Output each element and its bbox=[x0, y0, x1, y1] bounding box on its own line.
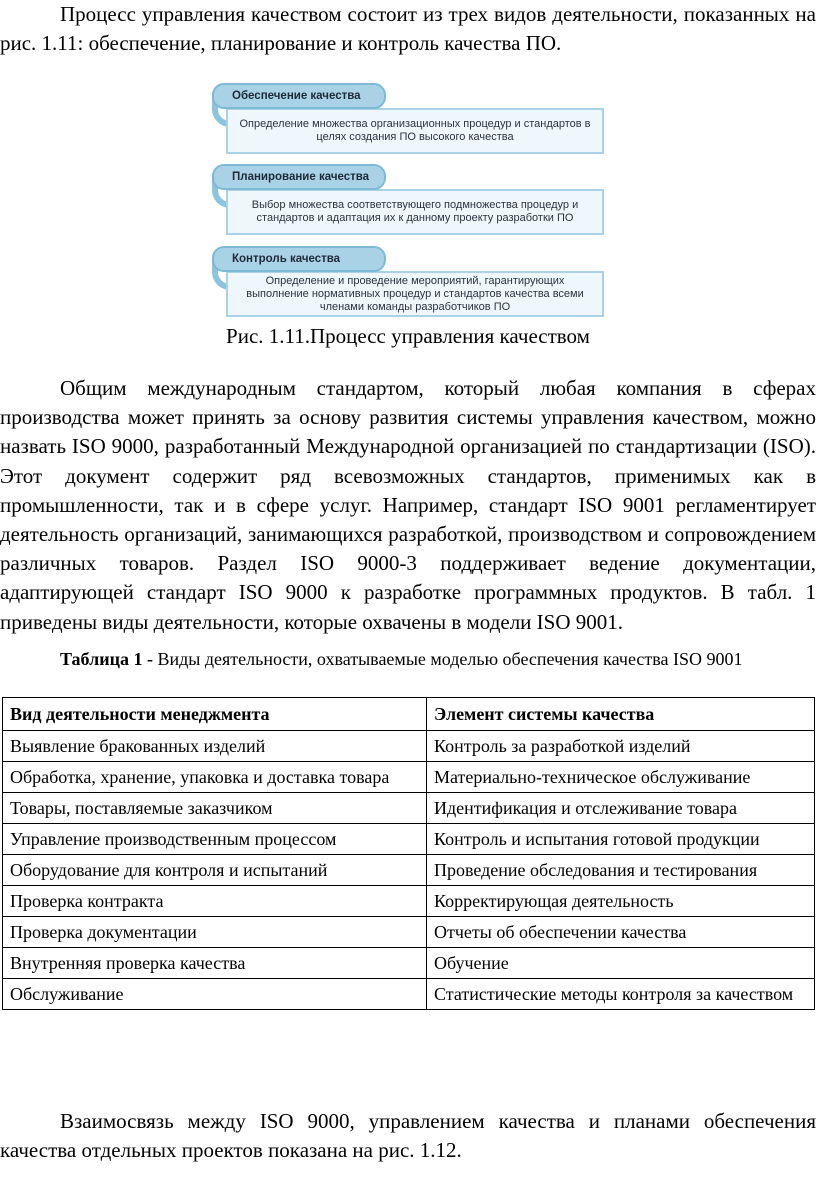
table-row bbox=[3, 917, 815, 948]
cell-activity: Обработка, хранение, упаковка и доставка товара bbox=[3, 762, 427, 793]
table-row bbox=[3, 824, 815, 855]
table-title-text: Виды деятельности, охватываемые моделью обеспечения качества ISO 9001 bbox=[152, 649, 743, 669]
intro-paragraph: Процесс управления качеством состоит из трех видов деятельности, показанных на рис. 1.11: обеспечение, планирование и контроль качества ПО. bbox=[0, 2, 816, 56]
header-management-activity: Вид деятельности менеджмента bbox=[3, 698, 427, 731]
stage-description: Определение и проведение мероприятий, гарантирующих выполнение нормативных процедур и стандартов качества всеми членами команды разработчиков ПО bbox=[226, 271, 604, 317]
cell-element: Контроль за разработкой изделий bbox=[427, 731, 815, 762]
cell-activity: Товары, поставляемые заказчиком bbox=[3, 793, 427, 824]
cell-activity: Внутренняя проверка качества bbox=[3, 948, 427, 979]
table-row bbox=[3, 793, 815, 824]
table-row bbox=[3, 948, 815, 979]
table-row bbox=[3, 762, 815, 793]
stage-description: Определение множества организационных процедур и стандартов в целях создания ПО высокого качества bbox=[226, 108, 604, 154]
cell-element: Корректирующая деятельность bbox=[427, 886, 815, 917]
header-quality-element: Элемент системы качества bbox=[427, 698, 815, 731]
stage-title: Обеспечение качества bbox=[212, 83, 386, 109]
stage-description: Выбор множества соответствующего подмножества процедур и стандартов и адаптация их к данному проекту разработки ПО bbox=[226, 189, 604, 235]
table-title-label: Таблица 1 - bbox=[60, 649, 153, 669]
table-row bbox=[3, 731, 815, 762]
cell-activity: Оборудование для контроля и испытаний bbox=[3, 855, 427, 886]
figure-caption: Рис. 1.11.Процесс управления качеством bbox=[226, 324, 590, 348]
table-header-row bbox=[3, 698, 815, 731]
table-row bbox=[3, 855, 815, 886]
cell-element: Статистические методы контроля за качеством bbox=[427, 979, 815, 1010]
table-title bbox=[0, 648, 816, 670]
table-row bbox=[3, 886, 815, 917]
quality-process-figure bbox=[212, 83, 606, 323]
cell-element: Проведение обследования и тестирования bbox=[427, 855, 815, 886]
closing-paragraph: Взаимосвязь между ISO 9000, управлением качества и планами обеспечения качества отдельных проектов показана на рис. 1.12. bbox=[0, 1109, 816, 1163]
stage-title: Планирование качества bbox=[212, 164, 386, 190]
cell-element: Отчеты об обеспечении качества bbox=[427, 917, 815, 948]
cell-activity: Проверка документации bbox=[3, 917, 427, 948]
cell-activity: Обслуживание bbox=[3, 979, 427, 1010]
cell-element: Материально-техническое обслуживание bbox=[427, 762, 815, 793]
body-paragraph: Общим международным стандартом, который любая компания в сферах производства может принять за основу развития системы управления качеством, можно назвать ISO 9000, разработанный Международной организацией по стандартизации (ISO). Этот документ содержит ряд всевозможных стандартов, применимых как в промышленности, так и в сфере услуг. Например, стандарт ISO 9001 регламентирует деятельность организаций, занимающихся разработкой, производством и сопровождением различных товаров. Раздел ISO 9000-3 поддерживает ведение документации, адаптирующей стандарт ISO 9000 к разработке программных продуктов. В табл. 1 приведены виды деятельности, которые охвачены в модели ISO 9001. bbox=[0, 376, 816, 634]
table-row bbox=[3, 979, 815, 1010]
cell-element: Контроль и испытания готовой продукции bbox=[427, 824, 815, 855]
cell-activity: Управление производственным процессом bbox=[3, 824, 427, 855]
cell-activity: Выявление бракованных изделий bbox=[3, 731, 427, 762]
cell-activity: Проверка контракта bbox=[3, 886, 427, 917]
cell-element: Идентификация и отслеживание товара bbox=[427, 793, 815, 824]
cell-element: Обучение bbox=[427, 948, 815, 979]
stage-title: Контроль качества bbox=[212, 246, 386, 272]
quality-activities-table bbox=[2, 697, 815, 1010]
